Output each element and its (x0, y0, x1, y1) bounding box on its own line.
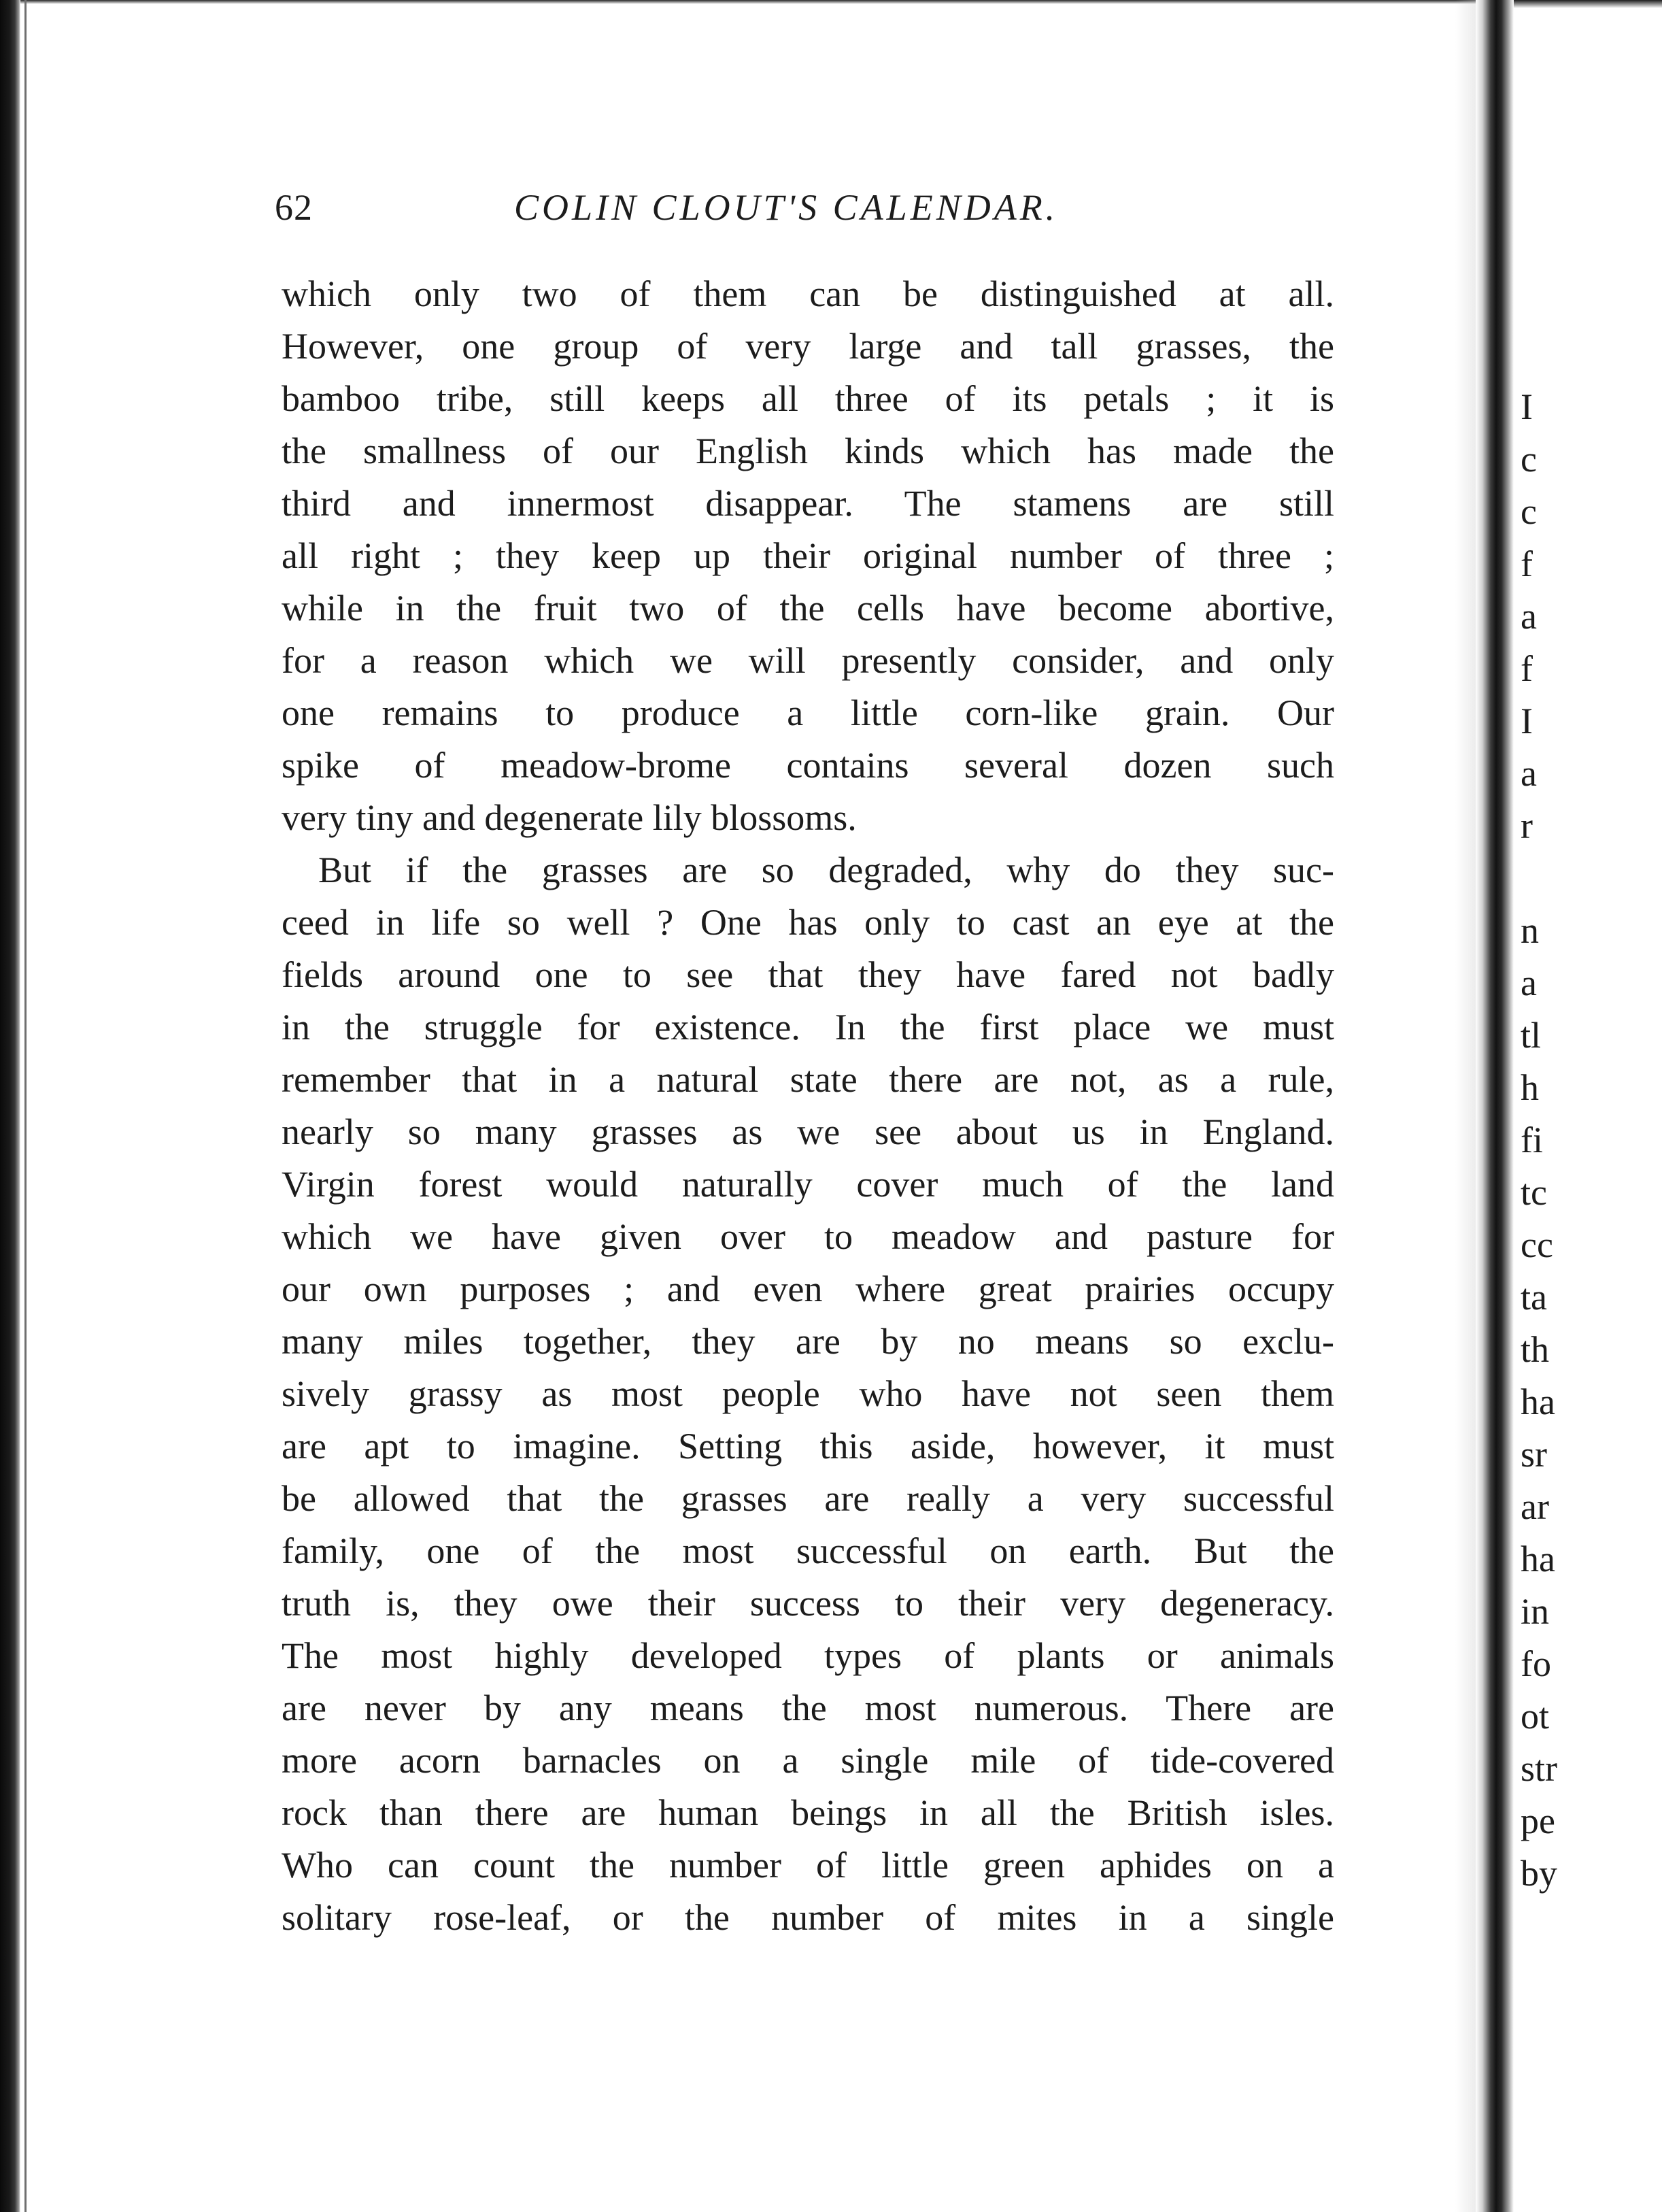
text-line: many miles together, they are by no means so exclu- (282, 1321, 1334, 1362)
scan-left-edge (0, 0, 20, 2212)
facing-fragment: h (1521, 1067, 1539, 1108)
text-line: which only two of them can be distinguished at all. (282, 273, 1334, 314)
text-line: our own purposes ; and even where great prairies occupy (282, 1269, 1334, 1309)
book-gutter (1476, 0, 1514, 2212)
text-line: nearly so many grasses as we see about us in England. (282, 1111, 1334, 1152)
text-line: which we have given over to meadow and pasture for (282, 1216, 1334, 1257)
facing-page-top-edge (1514, 0, 1662, 8)
running-title: COLIN CLOUT'S CALENDAR. (514, 187, 1059, 228)
text-line: ceed in life so well ? One has only to cast an eye at the (282, 902, 1334, 943)
text-line: But if the grasses are so degraded, why do they suc- (318, 850, 1334, 890)
text-line: the smallness of our English kinds which has made the (282, 431, 1334, 471)
facing-fragment: I (1521, 386, 1533, 427)
facing-page-fragments (1521, 381, 1662, 1900)
paragraph-1 (282, 268, 1334, 844)
facing-fragment: pe (1521, 1800, 1555, 1841)
facing-fragment: cc (1521, 1224, 1553, 1265)
text-line: spike of meadow-brome contains several dozen such (282, 745, 1334, 786)
text-line: sively grassy as most people who have not seen them (282, 1373, 1334, 1414)
scan-top-edge (0, 0, 1662, 4)
text-line: all right ; they keep up their original number of three ; (282, 535, 1334, 576)
text-line: for a reason which we will presently consider, and only (282, 640, 1334, 681)
paragraph-2 (282, 844, 1334, 1944)
text-line: are apt to imagine. Setting this aside, however, it must (282, 1426, 1334, 1467)
gutter-shadow (1455, 0, 1476, 2212)
facing-fragment: tl (1521, 1015, 1542, 1056)
facing-fragment: ot (1521, 1696, 1550, 1737)
text-line: bamboo tribe, still keeps all three of its petals ; it is (282, 378, 1334, 419)
text-line: one remains to produce a little corn-like grain. Our (282, 692, 1334, 733)
facing-fragment: a (1521, 753, 1537, 794)
facing-fragment: tc (1521, 1172, 1547, 1213)
text-line: more acorn barnacles on a single mile of tide-covered (282, 1740, 1334, 1781)
facing-gap (1521, 852, 1662, 905)
facing-fragment: c (1521, 439, 1537, 480)
facing-fragment: in (1521, 1591, 1550, 1632)
facing-fragment: f (1521, 543, 1533, 584)
facing-fragment: a (1521, 596, 1537, 637)
text-line: solitary rose-leaf, or the number of mites in a single (282, 1897, 1334, 1938)
page-edge-line (24, 0, 27, 2212)
facing-fragment: ha (1521, 1539, 1555, 1579)
facing-fragment: n (1521, 910, 1539, 951)
facing-fragment: str (1521, 1748, 1557, 1789)
facing-fragment: fo (1521, 1643, 1551, 1684)
page-number: 62 (275, 187, 313, 228)
text-line: remember that in a natural state there are not, as a rule, (282, 1059, 1334, 1100)
text-line: However, one group of very large and tall grasses, the (282, 326, 1334, 367)
facing-fragment: I (1521, 701, 1533, 741)
text-line: fields around one to see that they have fared not badly (282, 954, 1334, 995)
text-line: The most highly developed types of plants or animals (282, 1635, 1334, 1676)
facing-fragment: ar (1521, 1486, 1549, 1527)
facing-fragment: f (1521, 648, 1533, 689)
text-line: truth is, they owe their success to their very degeneracy. (282, 1583, 1334, 1624)
facing-fragment: sr (1521, 1434, 1547, 1475)
text-line: rock than there are human beings in all the British isles. (282, 1792, 1334, 1833)
text-line: are never by any means the most numerous. There are (282, 1688, 1334, 1728)
facing-fragment: by (1521, 1853, 1557, 1894)
text-line: very tiny and degenerate lily blossoms. (282, 797, 857, 838)
text-line: family, one of the most successful on earth. But the (282, 1530, 1334, 1571)
body-text (282, 268, 1334, 1944)
text-line: be allowed that the grasses are really a very successful (282, 1478, 1334, 1519)
text-line: while in the fruit two of the cells have become abortive, (282, 588, 1334, 629)
text-line: Virgin forest would naturally cover much of the land (282, 1164, 1334, 1205)
facing-fragment: r (1521, 805, 1533, 846)
facing-fragment: th (1521, 1329, 1550, 1370)
facing-fragment: ta (1521, 1277, 1547, 1318)
facing-fragment: fi (1521, 1120, 1543, 1160)
text-line: in the struggle for existence. In the first place we must (282, 1007, 1334, 1048)
facing-fragment: ha (1521, 1381, 1555, 1422)
text-line: third and innermost disappear. The stamens are still (282, 483, 1334, 524)
facing-fragment: c (1521, 491, 1537, 532)
facing-fragment: a (1521, 962, 1537, 1003)
text-line: Who can count the number of little green aphides on a (282, 1845, 1334, 1886)
